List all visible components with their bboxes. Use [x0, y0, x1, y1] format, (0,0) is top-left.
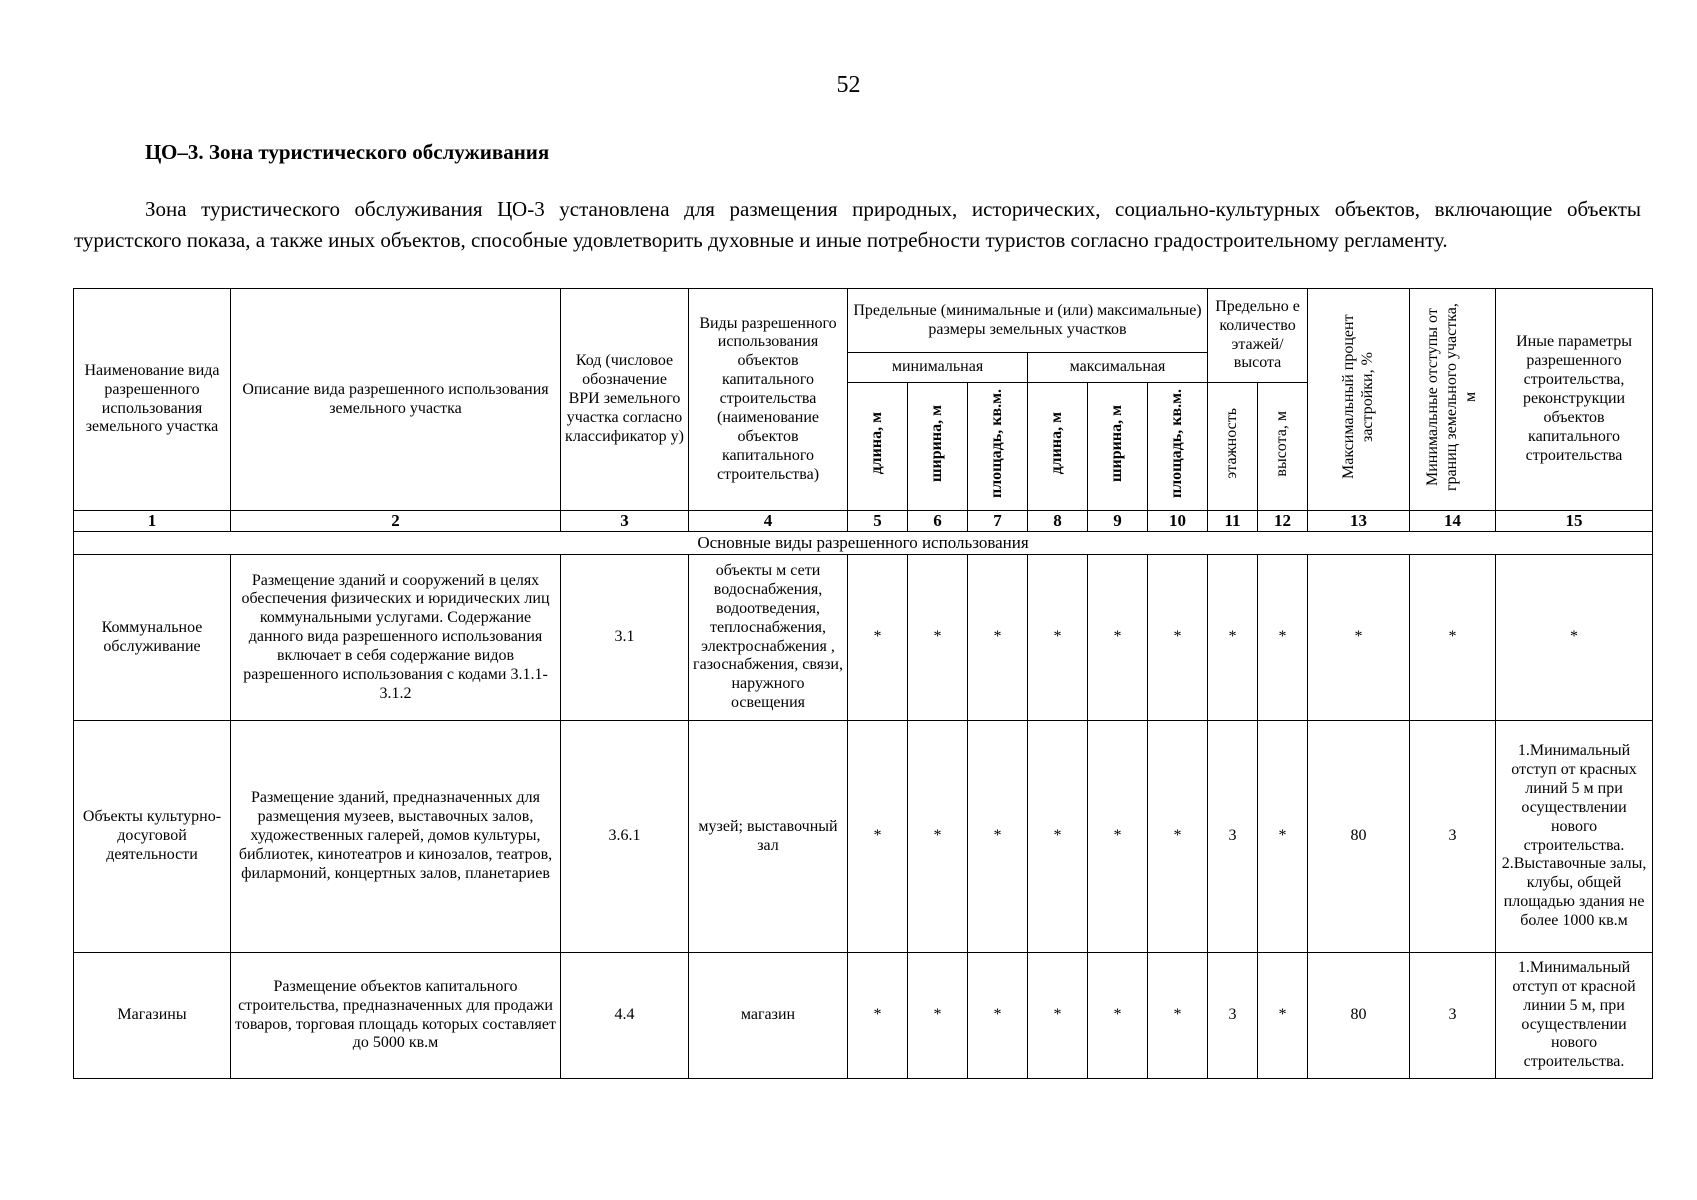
row-storeys: * — [1208, 555, 1258, 721]
row-min-setback: * — [1410, 555, 1496, 721]
column-number: 1 — [74, 511, 231, 532]
column-number: 14 — [1410, 511, 1496, 532]
header-min-length: длина, м — [868, 412, 886, 475]
header-floors: Предельно е количество этажей/ высота — [1208, 289, 1308, 383]
row-kinds: музей; выставочный зал — [689, 721, 848, 953]
row-min-width: * — [908, 555, 968, 721]
intro-paragraph: Зона туристического обслуживания ЦО-3 установлена для размещения природных, исторических, социально-культурных объектов, включающие объекты туристского показа, а также иных объектов, способные удовлетворить духовные и иные потребности туристов согласно градостроительному регламенту. — [74, 197, 1641, 252]
header-name: Наименование вида разрешенного использования земельного участка — [74, 289, 231, 511]
header-max-length: длина, м — [1048, 412, 1066, 475]
column-number: 6 — [908, 511, 968, 532]
header-min: минимальная — [848, 353, 1028, 383]
header-max-area-cell — [1148, 383, 1208, 511]
header-min-length-cell — [848, 383, 908, 511]
row-max-width: * — [1088, 555, 1148, 721]
row-min-setback: 3 — [1410, 953, 1496, 1079]
header-storeys-cell — [1208, 383, 1258, 511]
row-min-area: * — [968, 953, 1028, 1079]
column-number: 7 — [968, 511, 1028, 532]
row-name: Магазины — [74, 953, 231, 1079]
row-description: Размещение зданий, предназначенных для размещения музеев, выставочных залов, художественных галерей, домов культуры, библиотек, кинотеатров и кинозалов, театров, филармоний, концертных залов, планетариев — [231, 721, 561, 953]
row-min-area: * — [968, 721, 1028, 953]
row-name: Коммунальное обслуживание — [74, 555, 231, 721]
row-max-width: * — [1088, 953, 1148, 1079]
row-other-params: * — [1496, 555, 1653, 721]
column-number: 8 — [1028, 511, 1088, 532]
header-max-area: площадь, кв.м. — [1168, 389, 1186, 499]
row-max-length: * — [1028, 953, 1088, 1079]
row-storeys: 3 — [1208, 721, 1258, 953]
page-number: 52 — [836, 72, 861, 98]
row-min-width: * — [908, 721, 968, 953]
row-kinds: объекты м сети водоснабжения, водоотведения, теплоснабжения, электроснабжения , газоснабжения, связи, наружного освещения — [689, 555, 848, 721]
header-height-cell — [1258, 383, 1308, 511]
column-number: 10 — [1148, 511, 1208, 532]
row-height: * — [1258, 721, 1308, 953]
row-max-length: * — [1028, 555, 1088, 721]
row-other-params: 1.Минимальный отступ от красных линий 5 м при осуществлении нового строительства. 2.Выставочные залы, клубы, общей площадью здания не более 1000 кв.м — [1496, 721, 1653, 953]
header-other-params: Иные параметры разрешенного строительства, реконструкции объектов капитального строительства — [1496, 289, 1653, 511]
header-min-width: ширина, м — [928, 405, 946, 483]
column-number: 13 — [1308, 511, 1410, 532]
row-min-area: * — [968, 555, 1028, 721]
header-min-area-cell — [968, 383, 1028, 511]
row-min-length: * — [848, 721, 908, 953]
header-max: максимальная — [1028, 353, 1208, 383]
row-code: 3.6.1 — [561, 721, 689, 953]
header-min-area: площадь, кв.м. — [988, 389, 1006, 499]
header-max-coverage-cell — [1308, 289, 1410, 511]
row-code: 3.1 — [561, 555, 689, 721]
column-number: 9 — [1088, 511, 1148, 532]
section-title: ЦО–3. Зона туристического обслуживания — [145, 140, 550, 164]
row-description: Размещение зданий и сооружений в целях обеспечения физических и юридических лиц коммунальными услугами. Содержание данного вида разрешенного использования включает в себя содержание видов разрешенного использования с кодами 3.1.1-3.1.2 — [231, 555, 561, 721]
row-storeys: 3 — [1208, 953, 1258, 1079]
row-kinds: магазин — [689, 953, 848, 1079]
row-height: * — [1258, 555, 1308, 721]
header-max-width-cell — [1088, 383, 1148, 511]
row-max-area: * — [1148, 555, 1208, 721]
header-max-length-cell — [1028, 383, 1088, 511]
header-max-width: ширина, м — [1108, 405, 1126, 483]
row-min-length: * — [848, 555, 908, 721]
row-max-width: * — [1088, 721, 1148, 953]
row-max-coverage: * — [1308, 555, 1410, 721]
column-number: 12 — [1258, 511, 1308, 532]
row-max-coverage: 80 — [1308, 721, 1410, 953]
table-row — [74, 721, 1653, 953]
header-row-1 — [74, 289, 1653, 353]
row-max-area: * — [1148, 721, 1208, 953]
row-height: * — [1258, 953, 1308, 1079]
row-min-length: * — [848, 953, 908, 1079]
row-description: Размещение объектов капитального строительства, предназначенных для продажи товаров, торговая площадь которых составляет до 5000 кв.м — [231, 953, 561, 1079]
regulations-table — [73, 288, 1653, 1079]
table-row — [74, 555, 1653, 721]
column-number-row — [74, 511, 1653, 532]
row-max-length: * — [1028, 721, 1088, 953]
column-number: 4 — [689, 511, 848, 532]
header-storeys: этажность — [1223, 408, 1241, 479]
row-min-setback: 3 — [1410, 721, 1496, 953]
header-min-width-cell — [908, 383, 968, 511]
header-kinds: Виды разрешенного использования объектов капитального строительства (наименование объектов капитального строительства) — [689, 289, 848, 511]
header-description: Описание вида разрешенного использования земельного участка — [231, 289, 561, 511]
column-number: 2 — [231, 511, 561, 532]
header-max-coverage: Максимальный процент застройки, % — [1339, 314, 1376, 479]
row-max-coverage: 80 — [1308, 953, 1410, 1079]
row-name: Объекты культурно-досуговой деятельности — [74, 721, 231, 953]
row-min-width: * — [908, 953, 968, 1079]
row-max-area: * — [1148, 953, 1208, 1079]
section-row — [74, 532, 1653, 555]
header-min-setback-cell — [1410, 289, 1496, 511]
column-number: 3 — [561, 511, 689, 532]
row-other-params: 1.Минимальный отступ от красной линии 5 м, при осуществлении нового строительства. — [1496, 953, 1653, 1079]
column-number: 11 — [1208, 511, 1258, 532]
header-height: высота, м — [1273, 410, 1291, 477]
row-code: 4.4 — [561, 953, 689, 1079]
header-min-setback: Минимальные отступы от границ земельного участка, м — [1424, 302, 1479, 491]
column-number: 5 — [848, 511, 908, 532]
section-heading: Основные виды разрешенного использования — [74, 532, 1653, 555]
header-code: Код (числовое обозначение ВРИ земельного участка согласно классификатор у) — [561, 289, 689, 511]
column-number: 15 — [1496, 511, 1653, 532]
header-plot-sizes: Предельные (минимальные и (или) максимальные) размеры земельных участков — [848, 289, 1208, 353]
table-row — [74, 953, 1653, 1079]
